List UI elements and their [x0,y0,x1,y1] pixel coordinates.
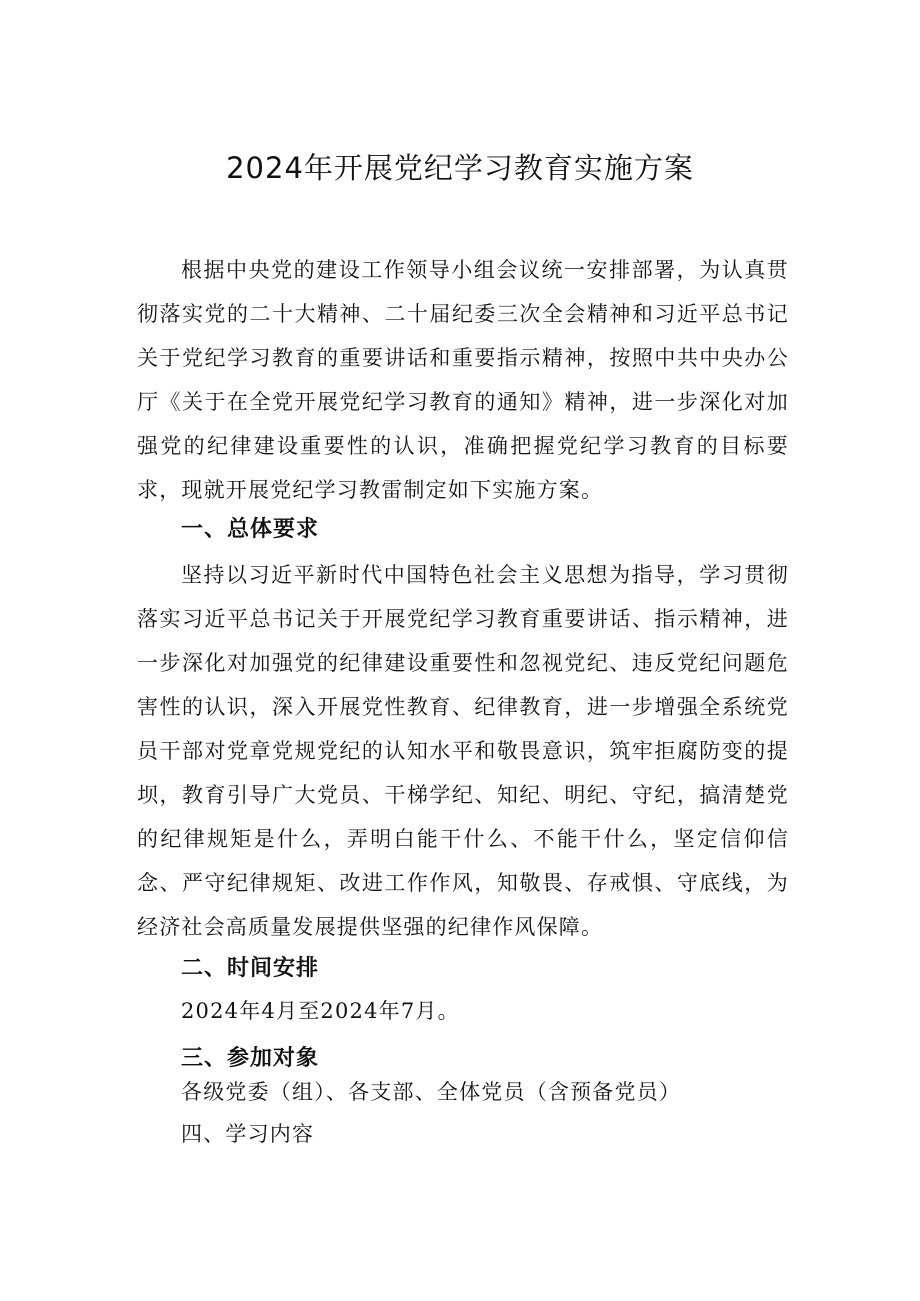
section-heading-study-content: 四、学习内容 [181,1122,315,1146]
document-title: 2024年开展党纪学习教育实施方案 [226,151,694,185]
section-heading-general-requirements: 一、总体要求 [181,517,320,542]
intro-paragraph: 根据中央党的建设工作领导小组会议统一安排部署，为认真贯彻落实党的二十大精神、二十届纪委三次全会精神和习近平总书记关于党纪学习教育的重要讲话和重要指示精神，按照中共中央办公厅《关于在全党开展党纪学习教育的通知》精神，进一步深化对加强党的纪律建设重要性的认识，准确把握党纪学习教育的目标要求，现就开展党纪学习教雷制定如下实施方案。 [137,258,789,502]
section-body-general-requirements: 坚持以习近平新时代中国特色社会主义思想为指导，学习贯彻落实习近平总书记关于开展党纪学习教育重要讲话、指示精神，进一步深化对加强党的纪律建设重要性和忽视党纪、违反党纪问题危害性的认识，深入开展党性教育、纪律教育，进一步增强全系统党员干部对党章党规党纪的认知水平和敬畏意识，筑牢拒腐防变的提坝，教育引导广大党员、干梯学纪、知纪、明纪、守纪，搞清楚党的纪律规矩是什么，弄明白能干什么、不能干什么，坚定信仰信念、严守纪律规矩、改进工作作风，知敬畏、存戒惧、守底线，为经济社会高质量发展提供坚强的纪律作风保障。 [137,563,789,939]
section-body-participants: 各级党委（组）、各支部、全体党员（含预备党员） [181,1080,682,1104]
section-body-schedule: 2024年4月至2024年7月。 [181,999,460,1023]
section-heading-schedule: 二、时间安排 [181,956,320,981]
section-heading-participants: 三、参加对象 [181,1046,320,1071]
